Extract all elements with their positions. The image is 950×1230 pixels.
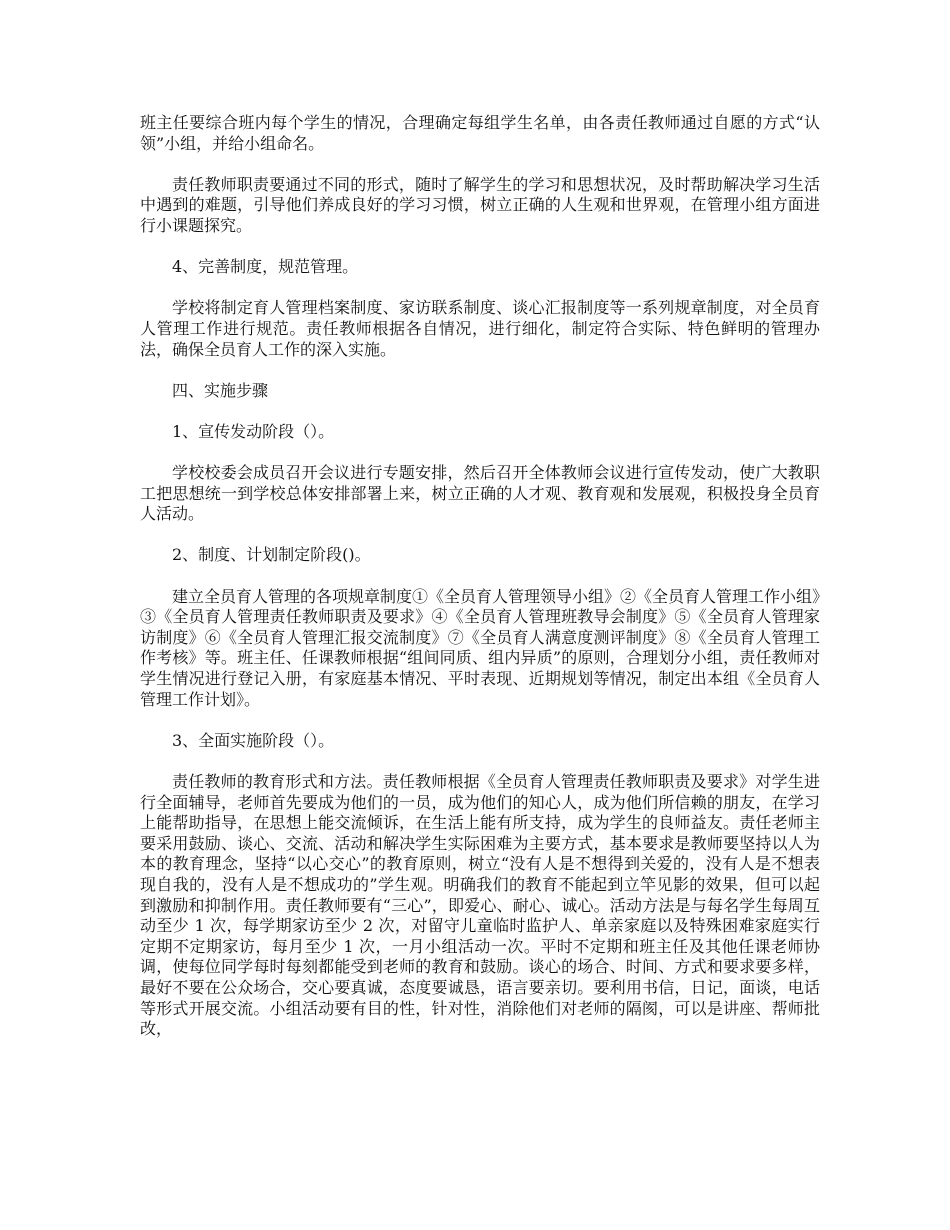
heading-improve-system: 4、完善制度，规范管理。 (172, 257, 359, 277)
paragraph-regulations-list: 建立全员育人管理的各项规章制度①《全员育人管理领导小组》②《全员育人管理工作小组》③《全员育人管理责任教师职责及要求》④《全员育人管理班教导会制度》⑤《全员育人管理家访制度》⑥《全员育人管理汇报交流制度》⑦《全员育人满意度测评制度》⑧《全员育人管理工作考核》等。班主任、任课教师根据“组间同质、组内异质”的原则，合理划分小组，责任教师对学生情况进行登记入册，有家庭基本情况、平时表现、近期规划等情况，制定出本组《全员育人管理工作计划》。 (140, 586, 821, 709)
paragraph-group-naming: 班主任要综合班内每个学生的情况，合理确定每组学生名单，由各责任教师通过自愿的方式“认领”小组，并给小组命名。 (140, 113, 820, 153)
heading-implementation-steps: 四、实施步骤 (172, 380, 269, 400)
paragraph-education-methods: 责任教师的教育形式和方法。责任教师根据《全员育人管理责任教师职责及要求》对学生进行全面辅导，老师首先要成为他们的一员，成为他们的知心人，成为他们所信赖的朋友，在学习上能帮助指导，在思想上能交流倾诉，在生活上能有所支持，成为学生的良师益友。责任老师主要采用鼓励、谈心、交流、活动和解决学生实际困难为主要方式，基本要求是教师要坚持以人为本的教育理念，坚持“以心交心”的教育原则，树立“没有人是不想得到关爱的，没有人是不想表现自我的，没有人是不想成功的”学生观。明确我们的教育不能起到立竿见影的效果，但可以起到激励和抑制作用。责任教师要有“三心”，即爱心、耐心、诚心。活动方法是与每名学生每周互动至少 1 次，每学期家访至少 2 次，对留守儿童临时监护人、单亲家庭以及特殊困难家庭实行定期不定期家访，每月至少 1 次，一月小组活动一次。平时不定期和班主任及其他任课老师协调，使每位同学每时每刻都能受到老师的教育和鼓励。谈心的场合、时间、方式和要求要多样，最好不要在公众场合，交心要真诚，态度要诚恳，语言要亲切。要利用书信，日记，面谈，电话等形式开展交流。小组活动要有目的性，针对性，消除他们对老师的隔阂，可以是讲座、帮师批改， (140, 772, 820, 1039)
document-page (140, 113, 820, 1040)
paragraph-publicity: 学校校委会成员召开会议进行专题安排，然后召开全体教师会议进行宣传发动，使广大教职工把思想统一到学校总体安排部署上来，树立正确的人才观、教育观和发展观，积极投身全员育人活动。 (140, 463, 820, 524)
heading-full-implementation-stage: 3、全面实施阶段（）。 (172, 730, 335, 750)
paragraph-system-rules: 学校将制定育人管理档案制度、家访联系制度、谈心汇报制度等一系列规章制度，对全员育人管理工作进行规范。责任教师根据各自情况，进行细化，制定符合实际、特色鲜明的管理办法，确保全员育人工作的深入实施。 (140, 298, 820, 359)
heading-planning-stage: 2、制度、计划制定阶段()。 (172, 545, 371, 565)
paragraph-teacher-duties: 责任教师职责要通过不同的形式，随时了解学生的学习和思想状况，及时帮助解决学习生活中遇到的难题，引导他们养成良好的学习习惯，树立正确的人生观和世界观，在管理小组方面进行小课题探究。 (140, 174, 820, 235)
heading-publicity-stage: 1、宣传发动阶段（）。 (172, 421, 335, 441)
